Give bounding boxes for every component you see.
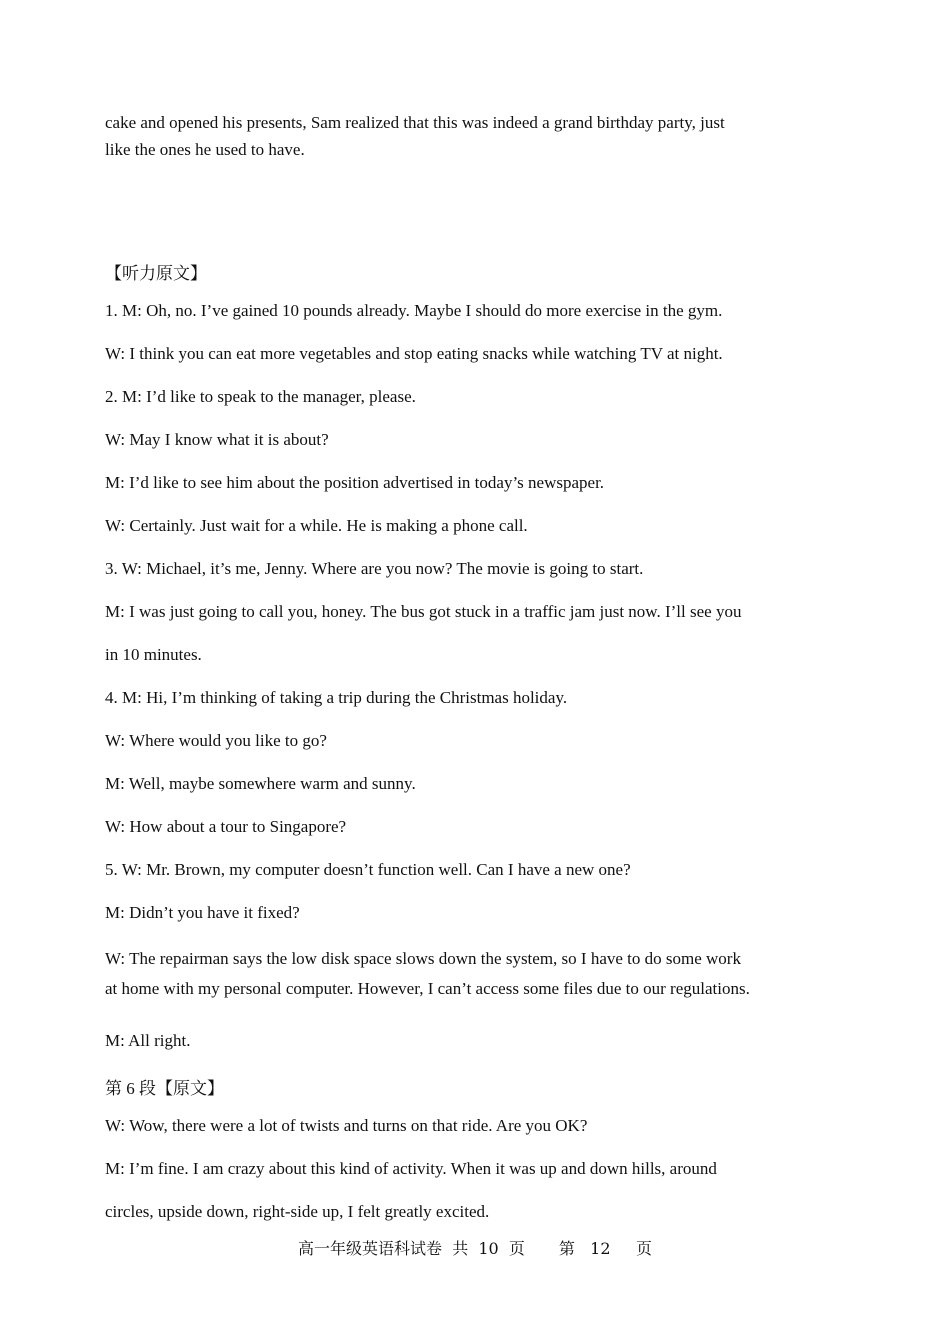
transcript-line: W: I think you can eat more vegetables and stop eating snacks while watching TV at night. xyxy=(105,344,723,363)
transcript-line: M: I was just going to call you, honey. The bus got stuck in a traffic jam just now. I’ll see you xyxy=(105,602,742,621)
page-footer xyxy=(0,1236,950,1259)
transcript-line: 2. M: I’d like to speak to the manager, please. xyxy=(105,387,416,406)
transcript-line: M: All right. xyxy=(105,1031,191,1050)
transcript-line: W: Wow, there were a lot of twists and turns on that ride. Are you OK? xyxy=(105,1116,588,1135)
transcript-line: W: How about a tour to Singapore? xyxy=(105,817,347,836)
footer-total-pages: 高一年级英语科试卷 共 10 页 xyxy=(298,1239,525,1258)
transcript-line: W: Where would you like to go? xyxy=(105,731,327,750)
transcript-line: W: The repairman says the low disk space slows down the system, so I have to do some work xyxy=(105,949,741,968)
transcript-line: M: Well, maybe somewhere warm and sunny. xyxy=(105,774,416,793)
transcript-line: 3. W: Michael, it’s me, Jenny. Where are you now? The movie is going to start. xyxy=(105,559,644,578)
transcript-line: W: Certainly. Just wait for a while. He is making a phone call. xyxy=(105,516,528,535)
transcript-line: 4. M: Hi, I’m thinking of taking a trip during the Christmas holiday. xyxy=(105,688,568,707)
intro-line: cake and opened his presents, Sam realized that this was indeed a grand birthday party, just xyxy=(105,113,725,132)
transcript-line: M: I’d like to see him about the position advertised in today’s newspaper. xyxy=(105,473,605,492)
section-heading: 第 6 段【原文】 xyxy=(105,1079,224,1098)
section-title: 【听力原文】 xyxy=(105,264,207,283)
transcript-line: at home with my personal computer. However, I can’t access some files due to our regulations. xyxy=(105,979,750,998)
footer-page-number: 第 12 页 xyxy=(558,1239,652,1258)
transcript-line: 5. W: Mr. Brown, my computer doesn’t function well. Can I have a new one? xyxy=(105,860,631,879)
transcript-line: in 10 minutes. xyxy=(105,645,202,664)
transcript-line: M: I’m fine. I am crazy about this kind of activity. When it was up and down hills, around xyxy=(105,1159,717,1178)
transcript-line: circles, upside down, right-side up, I felt greatly excited. xyxy=(105,1202,490,1221)
transcript-line: 1. M: Oh, no. I’ve gained 10 pounds already. Maybe I should do more exercise in the gym. xyxy=(105,301,723,320)
transcript-line: W: May I know what it is about? xyxy=(105,430,329,449)
intro-line: like the ones he used to have. xyxy=(105,140,305,159)
transcript-line: M: Didn’t you have it fixed? xyxy=(105,903,300,922)
